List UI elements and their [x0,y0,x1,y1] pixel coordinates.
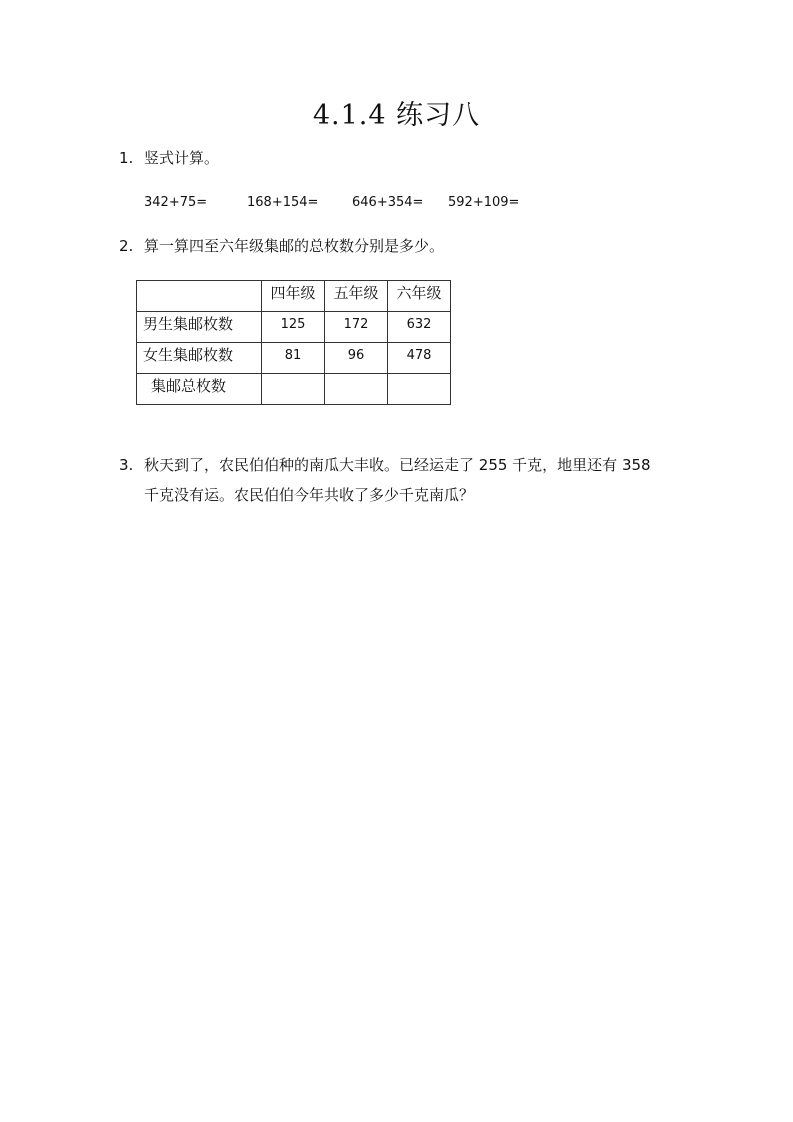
row-label: 集邮总枚数 [137,374,262,405]
table-header-cell: 四年级 [262,281,325,312]
question-3-line-2: 千克没有运。农民伯伯今年共收了多少千克南瓜？ [144,486,475,504]
expression-1: 342+75= [144,195,208,210]
expression-3: 646+354= [352,195,424,210]
question-3-number: 3. [119,456,134,474]
question-1-number: 1. [119,149,134,167]
answer-cell[interactable] [388,374,451,405]
answer-cell[interactable] [262,374,325,405]
table-row [137,374,451,405]
question-2 [119,236,444,256]
question-3 [119,455,679,505]
row-label: 男生集邮枚数 [137,312,262,343]
table-cell: 125 [262,312,325,343]
stamp-table [136,280,451,405]
answer-cell[interactable] [325,374,388,405]
table-header-row [137,281,451,312]
table-header-cell: 六年级 [388,281,451,312]
question-2-number: 2. [119,237,134,255]
expression-4: 592+109= [448,195,520,210]
table-cell: 172 [325,312,388,343]
expression-2: 168+154= [247,195,319,210]
question-1 [119,148,219,168]
table-cell: 96 [325,343,388,374]
question-2-text: 算一算四至六年级集邮的总枚数分别是多少。 [144,237,445,255]
table-header-cell: 五年级 [325,281,388,312]
row-label: 女生集邮枚数 [137,343,262,374]
table-header-cell [137,281,262,312]
page-title: 4.1.4 练习八 [312,100,481,131]
table-cell: 632 [388,312,451,343]
table-row [137,312,451,343]
table-row [137,343,451,374]
table-cell: 478 [388,343,451,374]
table-cell: 81 [262,343,325,374]
question-1-text: 竖式计算。 [144,149,220,167]
question-3-line-1: 秋天到了，农民伯伯种的南瓜大丰收。已经运走了 255 千克，地里还有 358 [144,456,651,474]
